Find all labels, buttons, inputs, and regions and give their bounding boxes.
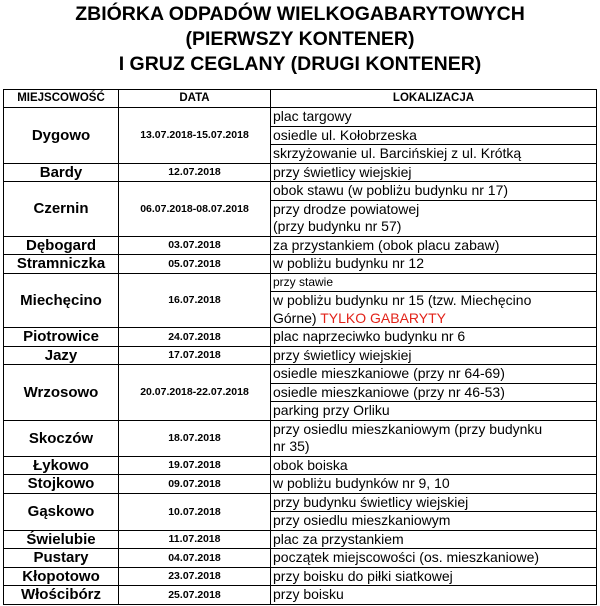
location-text: przy boisku bbox=[273, 586, 344, 602]
location-cell bbox=[271, 255, 597, 274]
date-cell: 03.07.2018 bbox=[119, 236, 271, 255]
location-line bbox=[271, 365, 596, 383]
location-text: za przystankiem (obok placu zabaw) bbox=[273, 236, 500, 253]
location-line bbox=[271, 568, 596, 586]
location-line bbox=[271, 182, 596, 200]
location-line bbox=[271, 438, 596, 456]
date-cell: 20.07.2018-22.07.2018 bbox=[119, 365, 271, 421]
table-header-row bbox=[4, 90, 597, 108]
location-text: przy świetlicy wiejskiej bbox=[273, 163, 412, 180]
location-text: w pobliżu budynku nr 12 bbox=[273, 255, 424, 271]
town-cell: Miechęcino bbox=[4, 273, 119, 328]
location-text: przy drodze powiatowej bbox=[273, 200, 420, 217]
town-cell: Piotrowice bbox=[4, 328, 119, 347]
location-line bbox=[271, 291, 596, 310]
title-line-3: I GRUZ CEGLANY (DRUGI KONTENER) bbox=[118, 53, 482, 75]
location-line bbox=[271, 586, 596, 604]
town-cell: Kłopotowo bbox=[4, 567, 119, 586]
date-cell: 05.07.2018 bbox=[119, 255, 271, 274]
location-line bbox=[271, 108, 596, 126]
location-line bbox=[271, 126, 596, 145]
town-cell: Włościbórz bbox=[4, 586, 119, 605]
date-cell: 04.07.2018 bbox=[119, 549, 271, 568]
town-cell: Wrzosowo bbox=[4, 365, 119, 421]
location-line bbox=[271, 310, 596, 328]
table-row bbox=[4, 328, 597, 347]
town-cell: Skoczów bbox=[4, 420, 119, 456]
location-text: przy budynku świetlicy wiejskiej bbox=[273, 493, 469, 510]
town-cell: Gąskowo bbox=[4, 493, 119, 530]
town-cell: Stojkowo bbox=[4, 475, 119, 494]
location-text: przy boisku do piłki siatkowej bbox=[273, 567, 453, 584]
location-text: w pobliżu budynku nr 15 (tzw. Miechęcino bbox=[273, 292, 532, 308]
date-cell: 06.07.2018-08.07.2018 bbox=[119, 182, 271, 237]
table-row bbox=[4, 163, 597, 182]
table-row bbox=[4, 549, 597, 568]
location-line bbox=[271, 164, 596, 182]
date-cell: 10.07.2018 bbox=[119, 493, 271, 530]
document-title bbox=[0, 0, 600, 86]
table-row bbox=[4, 365, 597, 421]
location-line bbox=[271, 328, 596, 346]
location-text: osiedle mieszkaniowe (przy nr 64-69) bbox=[273, 365, 505, 381]
location-line bbox=[271, 457, 596, 475]
location-text: skrzyżowanie ul. Barcińskiej z ul. Krótką bbox=[273, 145, 522, 161]
location-text: przy stawie bbox=[273, 274, 334, 289]
table-row bbox=[4, 236, 597, 255]
table-row bbox=[4, 346, 597, 365]
location-line bbox=[271, 218, 596, 236]
town-cell: Pustary bbox=[4, 549, 119, 568]
location-line bbox=[271, 549, 596, 567]
location-text: obok stawu (w pobliżu budynku nr 17) bbox=[273, 182, 509, 198]
table-row bbox=[4, 456, 597, 475]
table-row bbox=[4, 108, 597, 164]
location-line bbox=[271, 237, 596, 255]
location-cell bbox=[271, 420, 597, 456]
date-cell: 25.07.2018 bbox=[119, 586, 271, 605]
date-cell: 09.07.2018 bbox=[119, 475, 271, 494]
title-line-2: (PIERWSZY KONTENER) bbox=[185, 28, 415, 50]
town-cell: Łykowo bbox=[4, 456, 119, 475]
header-date: DATA bbox=[119, 90, 271, 108]
date-cell: 18.07.2018 bbox=[119, 420, 271, 456]
table-row bbox=[4, 475, 597, 494]
location-cell bbox=[271, 328, 597, 347]
location-cell bbox=[271, 493, 597, 530]
town-cell: Stramniczka bbox=[4, 255, 119, 274]
location-line bbox=[271, 274, 596, 292]
location-cell bbox=[271, 549, 597, 568]
location-cell bbox=[271, 586, 597, 605]
location-line bbox=[271, 475, 596, 493]
location-cell bbox=[271, 475, 597, 494]
table-row bbox=[4, 255, 597, 274]
date-cell: 12.07.2018 bbox=[119, 163, 271, 182]
location-cell bbox=[271, 567, 597, 586]
date-cell: 11.07.2018 bbox=[119, 530, 271, 549]
location-text: parking przy Orliku bbox=[273, 402, 390, 418]
table-row bbox=[4, 420, 597, 456]
location-text: nr 35) bbox=[273, 438, 310, 454]
location-cell bbox=[271, 163, 597, 182]
location-line bbox=[271, 383, 596, 402]
location-text: (przy budynku nr 57) bbox=[273, 218, 402, 234]
location-text: początek miejscowości (os. mieszkaniowe) bbox=[273, 549, 540, 565]
location-text: Górne) bbox=[273, 309, 317, 326]
table-row bbox=[4, 182, 597, 237]
town-cell: Dygowo bbox=[4, 108, 119, 164]
table-row bbox=[4, 273, 597, 328]
town-cell: Jazy bbox=[4, 346, 119, 365]
table-row bbox=[4, 586, 597, 605]
location-line bbox=[271, 200, 596, 219]
location-line bbox=[271, 494, 596, 512]
location-text: plac naprzeciwko budynku nr 6 bbox=[273, 328, 466, 344]
location-line bbox=[271, 255, 596, 273]
header-town: MIEJSCOWOŚĆ bbox=[4, 90, 119, 108]
location-line bbox=[271, 347, 596, 365]
location-text: obok boiska bbox=[273, 456, 348, 473]
table-row bbox=[4, 567, 597, 586]
location-cell bbox=[271, 346, 597, 365]
location-text: w pobliżu budynków nr 9, 10 bbox=[273, 475, 450, 491]
location-cell bbox=[271, 365, 597, 421]
location-cell bbox=[271, 182, 597, 237]
town-cell: Świelubie bbox=[4, 530, 119, 549]
location-text: plac targowy bbox=[273, 108, 352, 124]
title-line-1: ZBIÓRKA ODPADÓW WIELKOGABARYTOWYCH bbox=[75, 3, 525, 25]
location-text: osiedle mieszkaniowe (przy nr 46-53) bbox=[273, 383, 505, 400]
town-cell: Czernin bbox=[4, 182, 119, 237]
location-text: przy świetlicy wiejskiej bbox=[273, 346, 412, 363]
location-text: osiedle ul. Kołobrzeska bbox=[273, 126, 417, 143]
date-cell: 17.07.2018 bbox=[119, 346, 271, 365]
date-cell: 16.07.2018 bbox=[119, 273, 271, 328]
location-line bbox=[271, 421, 596, 439]
location-cell bbox=[271, 236, 597, 255]
town-cell: Dębogard bbox=[4, 236, 119, 255]
header-location: LOKALIZACJA bbox=[271, 90, 597, 108]
town-cell: Bardy bbox=[4, 163, 119, 182]
location-text: plac za przystankiem bbox=[273, 530, 404, 547]
location-cell bbox=[271, 108, 597, 164]
location-cell bbox=[271, 456, 597, 475]
location-text: przy osiedlu mieszkaniowym (przy budynku bbox=[273, 420, 543, 437]
location-cell bbox=[271, 530, 597, 549]
location-line bbox=[271, 511, 596, 530]
location-line bbox=[271, 531, 596, 549]
location-line bbox=[271, 401, 596, 420]
location-text: przy osiedlu mieszkaniowym bbox=[273, 512, 451, 528]
table-row bbox=[4, 493, 597, 530]
location-line bbox=[271, 144, 596, 163]
date-cell: 24.07.2018 bbox=[119, 328, 271, 347]
date-cell: 13.07.2018-15.07.2018 bbox=[119, 108, 271, 164]
date-cell: 23.07.2018 bbox=[119, 567, 271, 586]
bulky-only-note: TYLKO GABARYTY bbox=[320, 309, 446, 326]
date-cell: 19.07.2018 bbox=[119, 456, 271, 475]
collection-schedule-table bbox=[3, 89, 597, 605]
location-cell bbox=[271, 273, 597, 328]
table-row bbox=[4, 530, 597, 549]
